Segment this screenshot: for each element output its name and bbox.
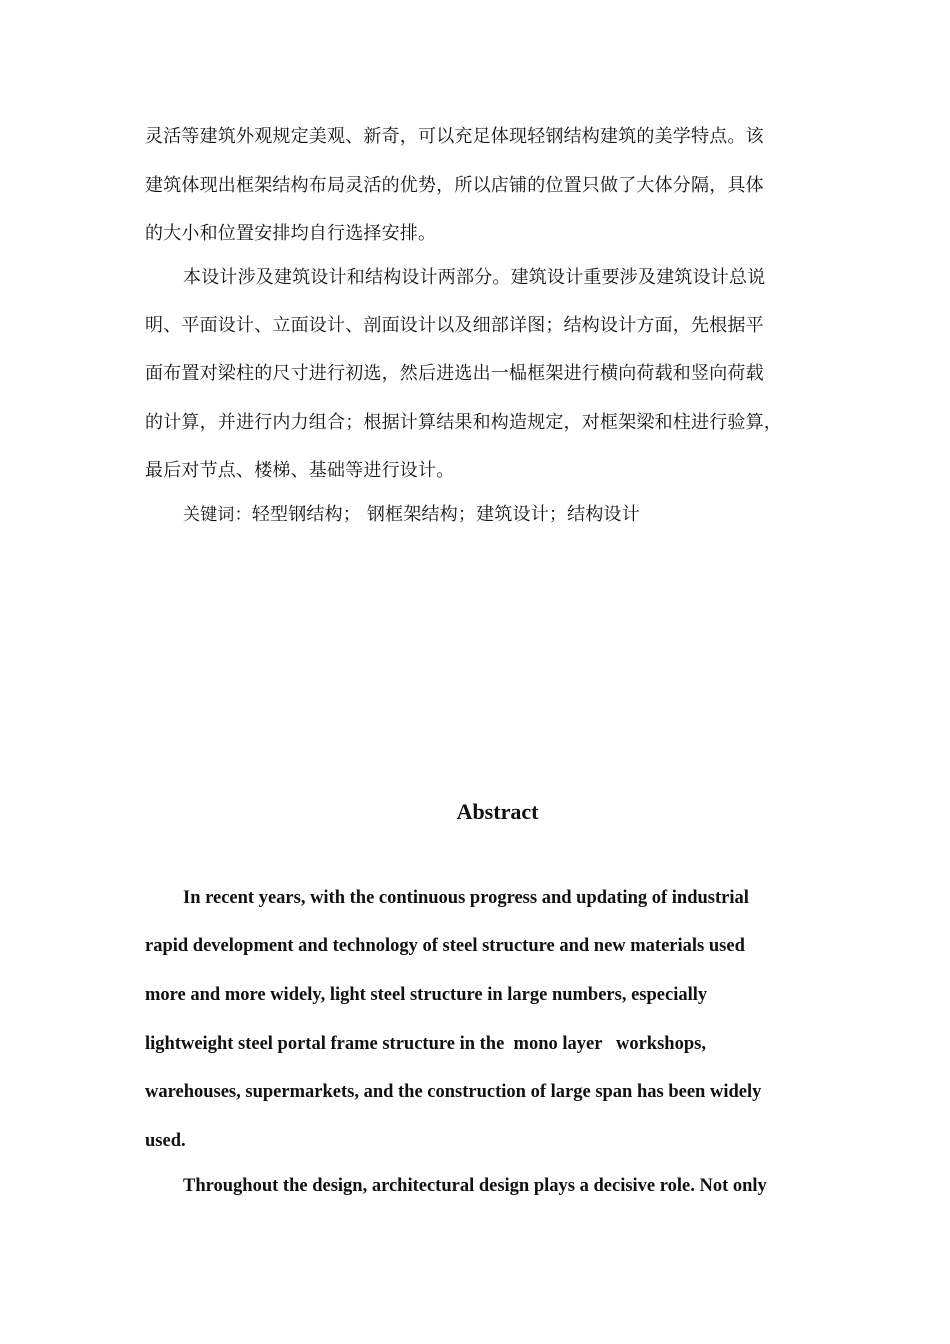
en-paragraph1-line5: warehouses, supermarkets, and the construction of large span has been widely (145, 1082, 762, 1102)
cn-paragraph1-line1: 灵活等建筑外观规定美观、新奇，可以充足体现轻钢结构建筑的美学特点。该 (145, 126, 764, 147)
en-paragraph1-line1: In recent years, with the continuous progress and updating of industrial (183, 888, 749, 908)
en-paragraph2-line1: Throughout the design, architectural design plays a decisive role. Not only (183, 1176, 767, 1196)
cn-paragraph1-line2: 建筑体现出框架结构布局灵活的优势，所以店铺的位置只做了大体分隔，具体 (145, 175, 764, 196)
cn-paragraph2-line5: 最后对节点、楼梯、基础等进行设计。 (145, 460, 455, 481)
cn-paragraph1-line3: 的大小和位置安排均自行选择安排。 (145, 223, 437, 244)
cn-paragraph2-line4: 的计算，并进行内力组合；根据计算结果和构造规定，对框架梁和柱进行验算， (145, 412, 782, 433)
keywords-label: 关键词： (183, 505, 252, 525)
en-paragraph1-line4: lightweight steel portal frame structure in the mono layer workshops, (145, 1034, 706, 1054)
en-paragraph1-line3: more and more widely, light steel structure in large numbers, especially (145, 985, 708, 1005)
en-paragraph1-line6: used. (145, 1131, 186, 1151)
en-paragraph1-line2: rapid development and technology of steel structure and new materials used (145, 936, 745, 956)
keywords-text: 轻型钢结构； 钢框架结构；建筑设计；结构设计 (251, 504, 640, 525)
abstract-title: Abstract (456, 799, 539, 824)
cn-paragraph2-line2: 明、平面设计、立面设计、剖面设计以及细部详图；结构设计方面，先根据平 (145, 315, 764, 336)
cn-paragraph2-line3: 面布置对梁柱的尺寸进行初选，然后进选出一榀框架进行横向荷载和竖向荷载 (145, 363, 764, 384)
cn-paragraph2-line1: 本设计涉及建筑设计和结构设计两部分。建筑设计重要涉及建筑设计总说 (183, 267, 766, 288)
cn-keywords (183, 503, 640, 527)
